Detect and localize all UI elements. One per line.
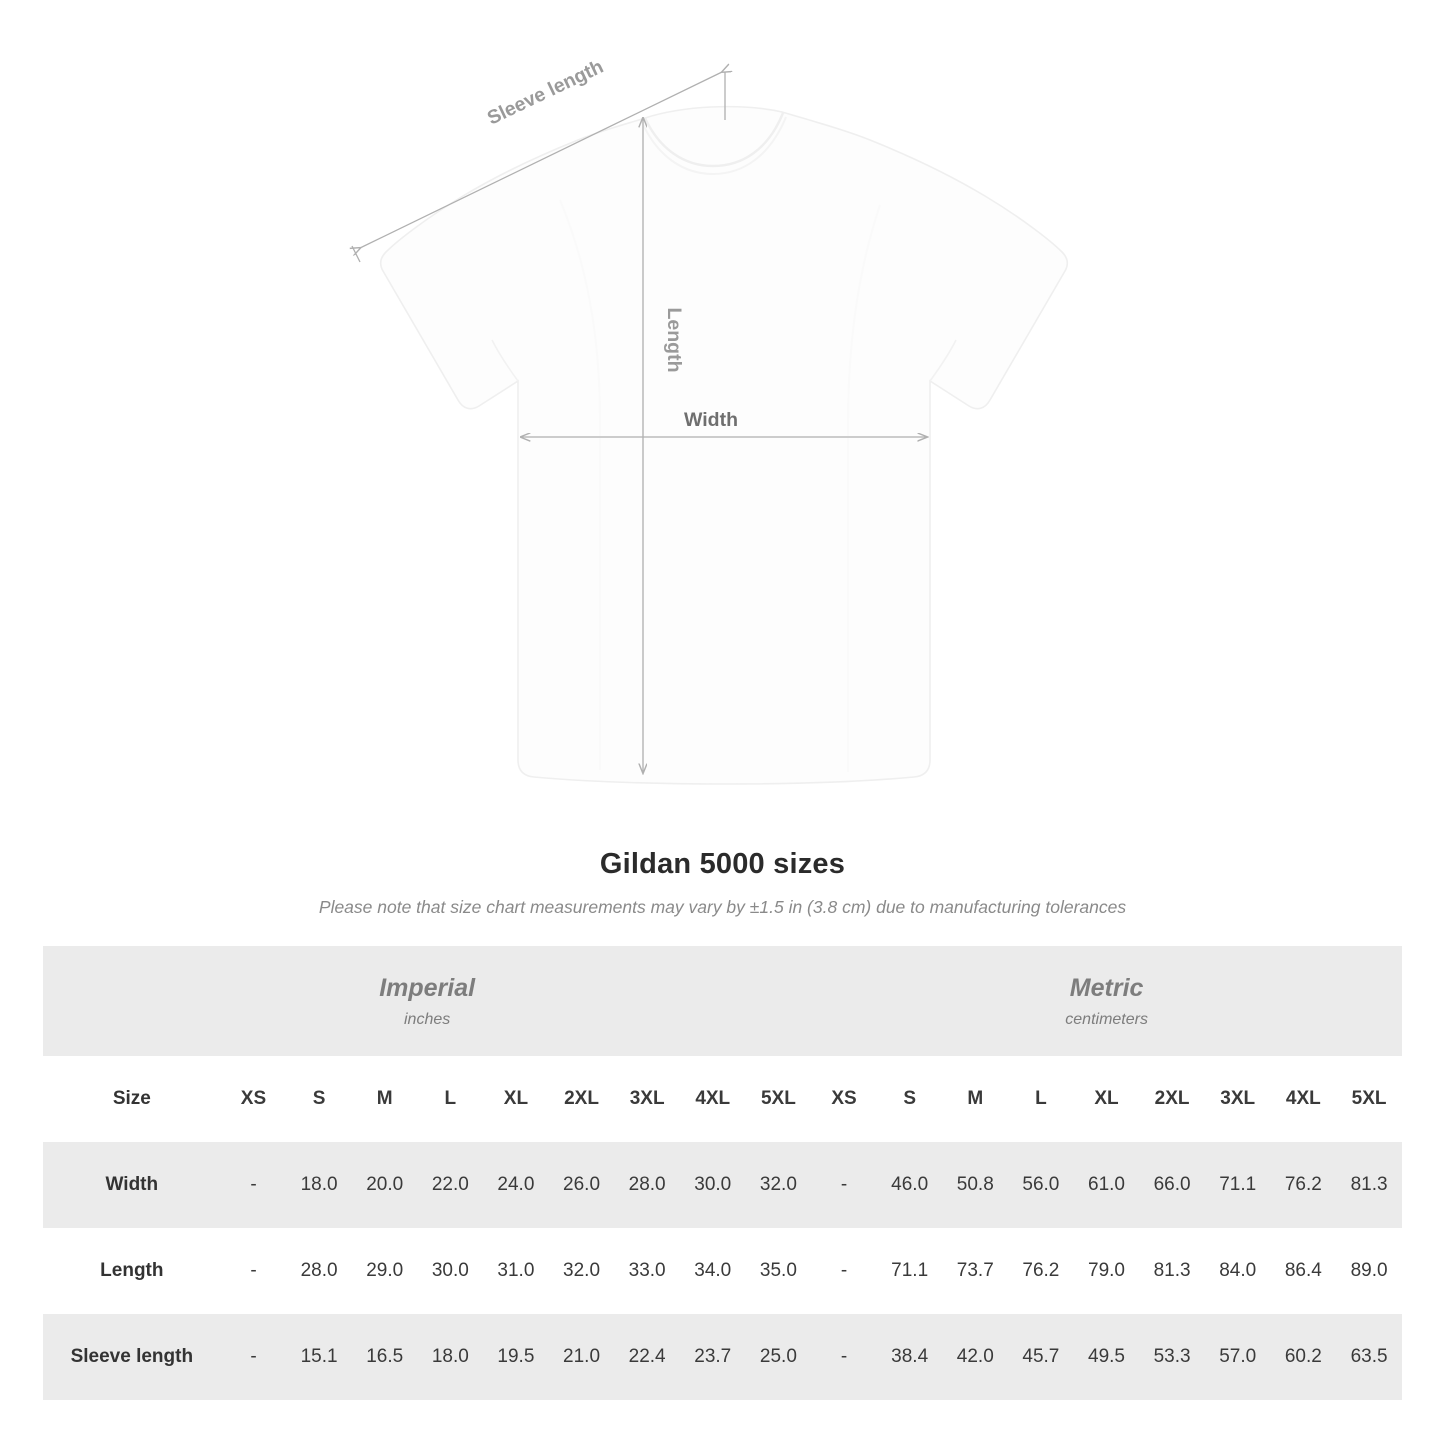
cell-sleeve-metric-3xl: 57.0 [1205, 1314, 1271, 1400]
size-header-imperial-m: M [352, 1056, 418, 1142]
unit-header-row [43, 946, 1402, 1056]
cell-width-metric-3xl: 71.1 [1205, 1142, 1271, 1228]
size-header-metric-3xl: 3XL [1205, 1056, 1271, 1142]
cell-length-imperial-4xl: 34.0 [680, 1228, 746, 1314]
metric-sub: centimeters [1065, 1010, 1148, 1028]
size-header-imperial-s: S [286, 1056, 352, 1142]
cell-sleeve-imperial-5xl: 25.0 [746, 1314, 812, 1400]
chart-heading [0, 848, 1445, 918]
table-row [43, 1142, 1402, 1228]
cell-length-metric-m: 73.7 [942, 1228, 1008, 1314]
length-label: Length [663, 307, 685, 373]
size-header-imperial-xl: XL [483, 1056, 549, 1142]
cell-length-metric-l: 76.2 [1008, 1228, 1074, 1314]
cell-sleeve-metric-s: 38.4 [877, 1314, 943, 1400]
cell-sleeve-imperial-4xl: 23.7 [680, 1314, 746, 1400]
cell-length-imperial-xl: 31.0 [483, 1228, 549, 1314]
size-header-imperial-4xl: 4XL [680, 1056, 746, 1142]
cell-length-imperial-m: 29.0 [352, 1228, 418, 1314]
cell-width-metric-s: 46.0 [877, 1142, 943, 1228]
size-header-imperial-3xl: 3XL [614, 1056, 680, 1142]
cell-sleeve-imperial-l: 18.0 [418, 1314, 484, 1400]
cell-length-imperial-5xl: 35.0 [746, 1228, 812, 1314]
cell-sleeve-imperial-m: 16.5 [352, 1314, 418, 1400]
size-header-imperial-l: L [418, 1056, 484, 1142]
cell-width-imperial-3xl: 28.0 [614, 1142, 680, 1228]
size-header-metric-4xl: 4XL [1271, 1056, 1337, 1142]
cell-width-imperial-xs: - [221, 1142, 287, 1228]
cell-width-imperial-2xl: 26.0 [549, 1142, 615, 1228]
size-header-metric-s: S [877, 1056, 943, 1142]
cell-width-imperial-m: 20.0 [352, 1142, 418, 1228]
cell-sleeve-metric-xl: 49.5 [1074, 1314, 1140, 1400]
cell-sleeve-imperial-3xl: 22.4 [614, 1314, 680, 1400]
table-row [43, 1314, 1402, 1400]
cell-length-imperial-s: 28.0 [286, 1228, 352, 1314]
cell-length-imperial-l: 30.0 [418, 1228, 484, 1314]
size-header-imperial-2xl: 2XL [549, 1056, 615, 1142]
cell-width-metric-4xl: 76.2 [1271, 1142, 1337, 1228]
tolerance-note: Please note that size chart measurements may vary by ±1.5 in (3.8 cm) due to manufacturing tolerances [318, 897, 1127, 917]
table-row [43, 1228, 1402, 1314]
cell-width-metric-xs: - [811, 1142, 877, 1228]
size-header-metric-m: M [942, 1056, 1008, 1142]
imperial-sub: inches [404, 1010, 451, 1028]
size-table [43, 946, 1402, 1400]
cell-length-imperial-3xl: 33.0 [614, 1228, 680, 1314]
metric-name: Metric [1069, 974, 1144, 1003]
cell-sleeve-imperial-xl: 19.5 [483, 1314, 549, 1400]
cell-sleeve-metric-l: 45.7 [1008, 1314, 1074, 1400]
cell-width-metric-2xl: 66.0 [1139, 1142, 1205, 1228]
cell-length-metric-3xl: 84.0 [1205, 1228, 1271, 1314]
cell-length-metric-2xl: 81.3 [1139, 1228, 1205, 1314]
cell-width-metric-5xl: 81.3 [1336, 1142, 1402, 1228]
cell-length-metric-s: 71.1 [877, 1228, 943, 1314]
cell-sleeve-metric-2xl: 53.3 [1139, 1314, 1205, 1400]
cell-width-imperial-5xl: 32.0 [746, 1142, 812, 1228]
cell-sleeve-metric-4xl: 60.2 [1271, 1314, 1337, 1400]
cell-width-imperial-4xl: 30.0 [680, 1142, 746, 1228]
metric-group-header [811, 946, 1402, 1056]
size-header-label: Size [43, 1056, 221, 1142]
cell-sleeve-metric-5xl: 63.5 [1336, 1314, 1402, 1400]
size-header-metric-xl: XL [1074, 1056, 1140, 1142]
size-header-imperial-5xl: 5XL [746, 1056, 812, 1142]
size-header-row [43, 1056, 1402, 1142]
cell-length-metric-4xl: 86.4 [1271, 1228, 1337, 1314]
size-header-metric-5xl: 5XL [1336, 1056, 1402, 1142]
sleeve-length-label: Sleeve length [483, 55, 607, 130]
cell-sleeve-imperial-s: 15.1 [286, 1314, 352, 1400]
cell-length-imperial-xs: - [221, 1228, 287, 1314]
cell-length-imperial-2xl: 32.0 [549, 1228, 615, 1314]
cell-length-metric-5xl: 89.0 [1336, 1228, 1402, 1314]
width-label: Width [684, 409, 738, 431]
cell-width-metric-l: 56.0 [1008, 1142, 1074, 1228]
cell-sleeve-imperial-xs: - [221, 1314, 287, 1400]
size-header-metric-2xl: 2XL [1139, 1056, 1205, 1142]
cell-length-metric-xl: 79.0 [1074, 1228, 1140, 1314]
row-label-width: Width [43, 1142, 221, 1228]
tshirt-shape [381, 107, 1068, 784]
row-label-length: Length [43, 1228, 221, 1314]
cell-width-imperial-l: 22.0 [418, 1142, 484, 1228]
size-header-imperial-xs: XS [221, 1056, 287, 1142]
row-label-sleeve-length: Sleeve length [43, 1314, 221, 1400]
size-table-wrapper [43, 946, 1402, 1400]
size-header-metric-l: L [1008, 1056, 1074, 1142]
cell-width-metric-xl: 61.0 [1074, 1142, 1140, 1228]
cell-sleeve-imperial-2xl: 21.0 [549, 1314, 615, 1400]
cell-length-metric-xs: - [811, 1228, 877, 1314]
cell-width-metric-m: 50.8 [942, 1142, 1008, 1228]
cell-sleeve-metric-m: 42.0 [942, 1314, 1008, 1400]
imperial-group-header [43, 946, 811, 1056]
cell-width-imperial-s: 18.0 [286, 1142, 352, 1228]
page-title: Gildan 5000 sizes [599, 848, 846, 880]
cell-sleeve-metric-xs: - [811, 1314, 877, 1400]
imperial-name: Imperial [379, 974, 476, 1003]
size-header-metric-xs: XS [811, 1056, 877, 1142]
cell-width-imperial-xl: 24.0 [483, 1142, 549, 1228]
